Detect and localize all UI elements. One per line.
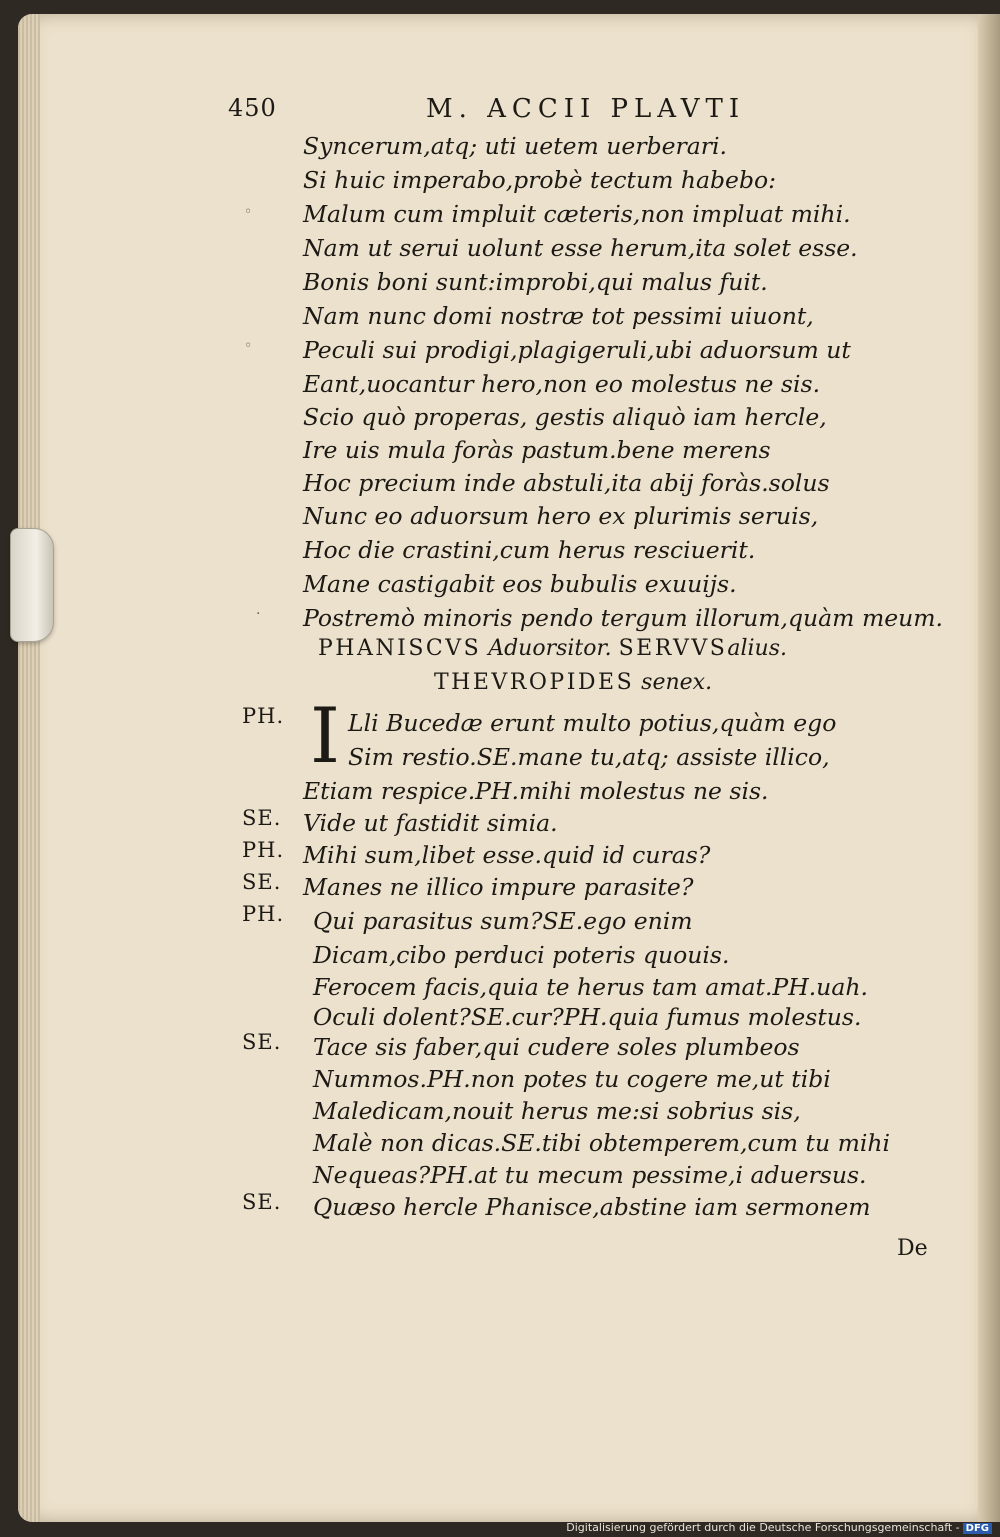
verse-line: Eant,uocantur hero,non eo molestus ne sis. xyxy=(303,370,821,398)
speaker-label: SE. xyxy=(242,1190,282,1214)
dialogue-line: Malè non dicas.SE.tibi obtemperem,cum tu mihi xyxy=(313,1129,891,1157)
verse-line: Nunc eo aduorsum hero ex plurimis seruis, xyxy=(303,502,819,530)
verse-line: Nam nunc domi nostræ tot pessimi uiuont, xyxy=(303,302,814,330)
credit-text: Digitalisierung gefördert durch die Deutsche Forschungsgemeinschaft - xyxy=(566,1521,960,1534)
drop-cap-initial: I xyxy=(310,691,341,780)
dialogue-line: Ferocem facis,quia te herus tam amat.PH.uah. xyxy=(313,973,868,1001)
verse-line: Peculi sui prodigi,plagigeruli,ubi aduorsum ut xyxy=(303,336,851,364)
dialogue-line: Lli Bucedæ erunt multo potius,quàm ego xyxy=(348,709,837,737)
dialogue-line: Dicam,cibo perduci poteris quouis. xyxy=(313,941,730,969)
margin-mark: ◦ xyxy=(244,204,253,220)
dialogue-line: Oculi dolent?SE.cur?PH.quia fumus molestus. xyxy=(313,1003,862,1031)
speaker-label: SE. xyxy=(242,806,282,830)
speaker-label: PH. xyxy=(242,838,285,862)
verse-line: Postremò minoris pendo tergum illorum,quàm meum. xyxy=(303,604,944,632)
catchword: De xyxy=(897,1236,928,1261)
digitization-credit xyxy=(566,1521,992,1534)
dialogue-line: Nequeas?PH.at tu mecum pessime,i aduersus. xyxy=(313,1161,867,1189)
scene-heading-line-1 xyxy=(318,636,787,661)
character-role: senex. xyxy=(641,670,713,695)
verse-line: Malum cum impluit cæteris,non impluat mihi. xyxy=(303,200,851,228)
dialogue-line: Etiam respice.PH.mihi molestus ne sis. xyxy=(303,777,769,805)
margin-mark: ◦ xyxy=(244,338,253,354)
dialogue-line: Mihi sum,libet esse.quid id curas? xyxy=(303,841,711,869)
page-number: 450 xyxy=(228,94,277,122)
speaker-label: PH. xyxy=(242,902,285,926)
dialogue-line: Maledicam,nouit herus me:si sobrius sis, xyxy=(313,1097,801,1125)
character-role: Aduorsitor. xyxy=(488,636,612,661)
dialogue-line: Manes ne illico impure parasite? xyxy=(303,873,694,901)
dialogue-line: Qui parasitus sum?SE.ego enim xyxy=(313,907,693,935)
dfg-logo: DFG xyxy=(963,1523,992,1534)
verse-line: Hoc precium inde abstuli,ita abij foràs.solus xyxy=(303,469,830,497)
scene-heading-line-2 xyxy=(434,670,712,695)
verse-line: Syncerum,atq; uti uetem uerberari. xyxy=(303,132,727,160)
character-name: THEVROPIDES xyxy=(434,670,635,695)
speaker-label: SE. xyxy=(242,870,282,894)
character-role: alius. xyxy=(727,636,787,661)
running-title: M. ACCII PLAVTI xyxy=(426,94,746,124)
speaker-label: PH. xyxy=(242,704,285,728)
verse-line: Si huic imperabo,probè tectum habebo: xyxy=(303,166,777,194)
verse-line: Scio quò properas, gestis aliquò iam hercle, xyxy=(303,403,827,431)
dialogue-line: Quæso hercle Phanisce,abstine iam sermonem xyxy=(313,1193,871,1221)
verse-line: Nam ut serui uolunt esse herum,ita solet esse. xyxy=(303,234,858,262)
character-name: SERVVS xyxy=(618,636,728,661)
dialogue-line: Vide ut fastidit simia. xyxy=(303,809,558,837)
speaker-label: SE. xyxy=(242,1030,282,1054)
verse-line: Bonis boni sunt:improbi,qui malus fuit. xyxy=(303,268,768,296)
dialogue-line: Nummos.PH.non potes tu cogere me,ut tibi xyxy=(313,1065,831,1093)
verse-line: Hoc die crastini,cum herus resciuerit. xyxy=(303,536,756,564)
margin-mark: · xyxy=(256,606,261,622)
verse-line: Ire uis mula foràs pastum.bene merens xyxy=(303,436,771,464)
dialogue-line: Sim restio.SE.mane tu,atq; assiste illico, xyxy=(348,743,830,771)
verse-line: Mane castigabit eos bubulis exuuijs. xyxy=(303,570,737,598)
character-name: PHANISCVS xyxy=(318,636,482,661)
dialogue-line: Tace sis faber,qui cudere soles plumbeos xyxy=(313,1033,800,1061)
